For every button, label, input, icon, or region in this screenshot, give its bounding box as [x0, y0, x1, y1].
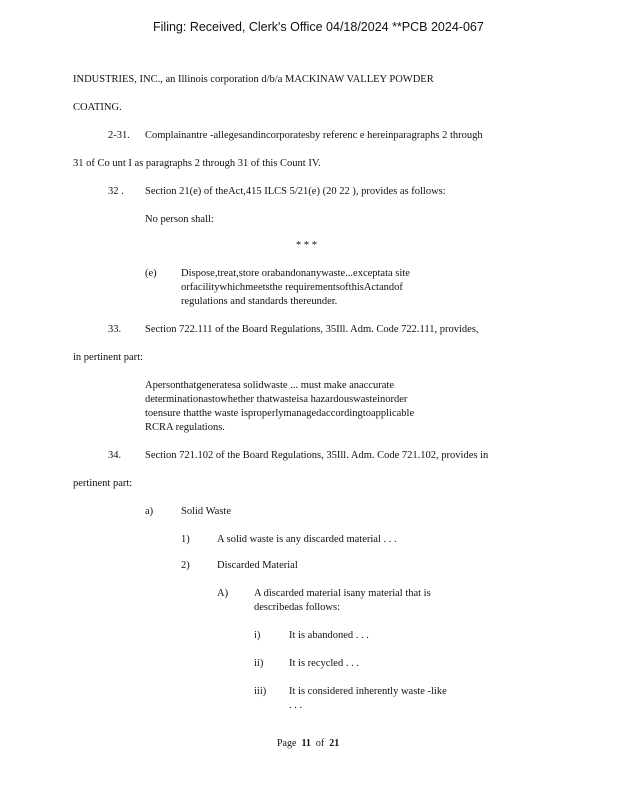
item-label: iii)	[254, 686, 267, 697]
paragraph-5-line-1: Section 721.102 of the Board Regulations, 35Ill. Adm. Code 721.102, provides in	[145, 450, 489, 461]
quote-1-line-1: Apersonthatgeneratesa solidwaste ... must make anaccurate	[145, 380, 394, 391]
paragraph-3-subtext: No person shall:	[145, 214, 214, 225]
item-A-line-2: describedas follows:	[254, 602, 341, 613]
ellipsis-stars: * * *	[296, 240, 317, 251]
quote-e-line-2: orfacilitywhichmeetsthe requirementsofthisActandof	[181, 282, 403, 293]
item-label: i)	[254, 630, 261, 641]
paragraph-number: 32 .	[108, 186, 124, 197]
paragraph-4-line-2: in pertinent part:	[73, 352, 143, 363]
page-total: 21	[329, 738, 340, 749]
quote-1-line-3: toensure thatthe waste isproperlymanagedaccordingtoapplicable	[145, 408, 415, 419]
paragraph-5-line-2: pertinent part:	[73, 478, 133, 489]
item-label: A)	[217, 588, 229, 599]
item-label: (e)	[145, 268, 157, 279]
paragraph-4-line-1: Section 722.111 of the Board Regulations, 35Ill. Adm. Code 722.111, provides,	[145, 324, 479, 335]
item-a-text: Solid Waste	[181, 506, 232, 517]
item-label: a)	[145, 506, 154, 517]
item-label: ii)	[254, 658, 264, 669]
item-ii-text: It is recycled . . .	[289, 658, 359, 669]
item-i-text: It is abandoned . . .	[289, 630, 369, 641]
item-1-text: A solid waste is any discarded material . . .	[217, 534, 397, 545]
filing-stamp: Filing: Received, Clerk's Office 04/18/2024 **PCB 2024-067	[153, 20, 484, 34]
page-label: Page	[277, 738, 297, 749]
paragraph-1-line-1: INDUSTRIES, INC., an Illinois corporation d/b/a MACKINAW VALLEY POWDER	[73, 74, 434, 85]
quote-1-line-2: determinationastowhether thatwasteisa hazardouswasteinorder	[145, 394, 408, 405]
paragraph-1-line-2: COATING.	[73, 102, 122, 113]
paragraph-3-text: Section 21(e) of theAct,415 ILCS 5/21(e) (20 22 ), provides as follows:	[145, 186, 446, 197]
item-label: 1)	[181, 534, 190, 545]
page-number: 11	[301, 738, 311, 749]
paragraph-2-line-2: 31 of Co unt I as paragraphs 2 through 31 of this Count IV.	[73, 158, 321, 169]
item-label: 2)	[181, 560, 190, 571]
page-footer	[277, 738, 339, 750]
item-A-line-1: A discarded material isany material that is	[254, 588, 431, 599]
paragraph-2-line-1: Complainantre -allegesandincorporatesby referenc e hereinparagraphs 2 through	[145, 130, 483, 141]
page-of-label: of	[315, 738, 325, 749]
paragraph-number: 2-31.	[108, 130, 130, 141]
item-iii-line-1: It is considered inherently waste -like	[289, 686, 447, 697]
item-iii-line-2: . . .	[289, 700, 303, 711]
quote-1-line-4: RCRA regulations.	[145, 422, 225, 433]
quote-e-line-1: Dispose,treat,store orabandonanywaste...exceptata site	[181, 268, 410, 279]
paragraph-number: 34.	[108, 450, 122, 461]
paragraph-number: 33.	[108, 324, 122, 335]
item-2-text: Discarded Material	[217, 560, 298, 571]
quote-e-line-3: regulations and standards thereunder.	[181, 296, 338, 307]
